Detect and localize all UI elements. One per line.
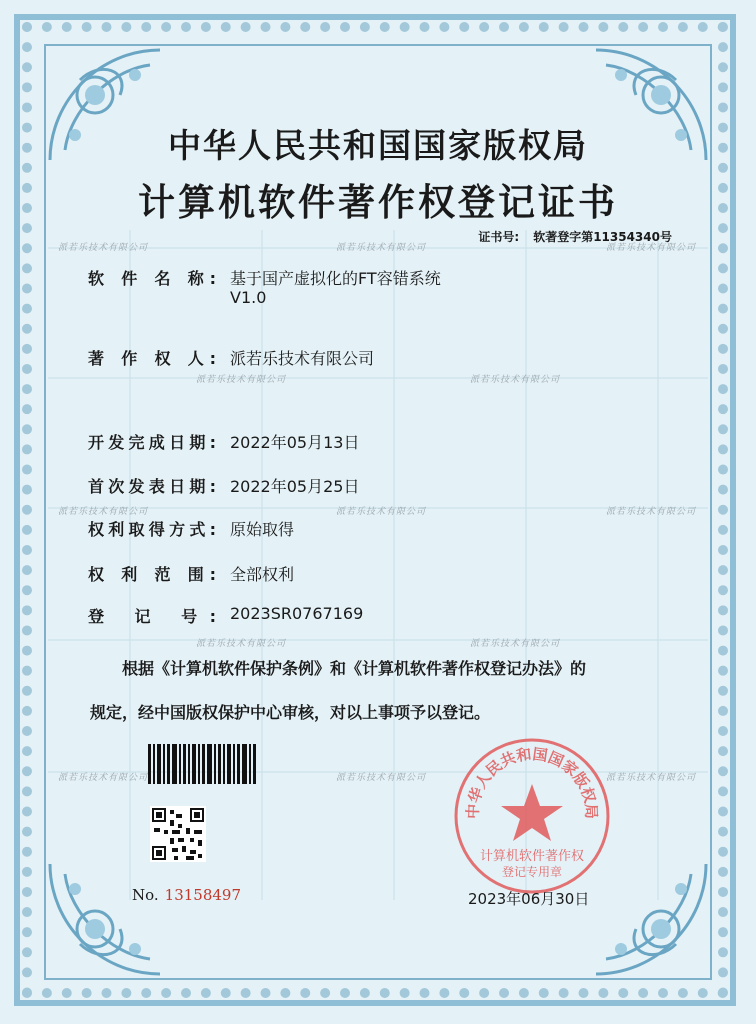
watermark: 派若乐技术有限公司 [196, 375, 287, 385]
watermark: 派若乐技术有限公司 [58, 773, 149, 783]
field-label: 软 件 名 称: [88, 269, 216, 288]
watermark: 派若乐技术有限公司 [606, 773, 697, 783]
field-value: 基于国产虚拟化的FT容错系统 [230, 269, 441, 288]
seal-inner-line-1: 计算机软件著作权 [479, 849, 585, 864]
field-value-version: V1.0 [230, 288, 267, 307]
field-label: 著 作 权 人: [88, 349, 216, 368]
watermark: 派若乐技术有限公司 [336, 773, 427, 783]
watermark: 派若乐技术有限公司 [58, 243, 149, 253]
statement-line-1: 根据《计算机软件保护条例》和《计算机软件著作权登记办法》的 [122, 659, 587, 678]
watermark: 派若乐技术有限公司 [336, 507, 427, 517]
field-value: 派若乐技术有限公司 [230, 349, 375, 368]
serial-number [132, 886, 241, 904]
field-value: 全部权利 [230, 565, 295, 584]
certificate-number [478, 228, 672, 245]
watermark: 派若乐技术有限公司 [470, 639, 561, 649]
field-value: 2022年05月13日 [230, 433, 360, 452]
issuer-title: 中华人民共和国国家版权局 [168, 126, 588, 165]
field-label: 权 利 范 围: [88, 565, 216, 584]
certificate-number-label: 证书号: [478, 230, 520, 244]
field-label: 首次发表日期: [88, 477, 216, 496]
certificate-title: 计算机软件著作权登记证书 [138, 180, 618, 224]
seal-star-icon [501, 784, 563, 841]
field-label: 开发完成日期: [88, 433, 216, 452]
field-value: 原始取得 [230, 520, 295, 539]
issue-date: 2023年06月30日 [468, 890, 590, 908]
qr-code [150, 806, 206, 862]
field-value: 2022年05月25日 [230, 477, 360, 496]
watermark: 派若乐技术有限公司 [58, 507, 149, 517]
certificate-number-value: 软著登字第11354340号 [533, 230, 672, 244]
statement-line-2: 规定，经中国版权保护中心审核，对以上事项予以登记。 [90, 703, 491, 722]
serial-label: No. [132, 886, 159, 904]
barcode [148, 744, 256, 784]
watermark: 派若乐技术有限公司 [606, 507, 697, 517]
seal-outer-text: 中华人民共和国国家版权局 [463, 745, 601, 820]
serial-value: 13158497 [164, 886, 242, 904]
corner-ornament-bottom-left [40, 854, 170, 984]
watermark: 派若乐技术有限公司 [196, 639, 287, 649]
field-label: 登 记 号: [88, 607, 216, 626]
official-seal [452, 736, 612, 896]
seal-inner-line-2: 登记专用章 [501, 865, 563, 879]
field-value: 2023SR0767169 [230, 604, 364, 623]
field-label: 权利取得方式: [88, 520, 216, 539]
watermark: 派若乐技术有限公司 [606, 243, 697, 253]
watermark: 派若乐技术有限公司 [336, 243, 427, 253]
watermark: 派若乐技术有限公司 [470, 375, 561, 385]
